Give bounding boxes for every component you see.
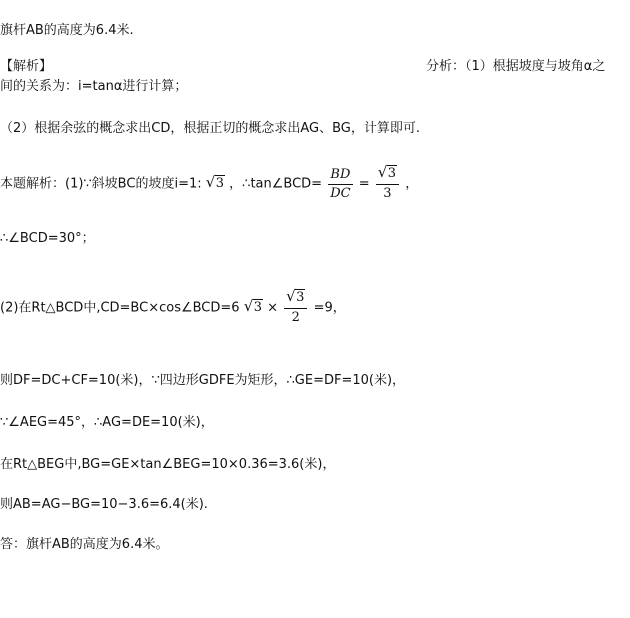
fraction-denominator: DC bbox=[330, 185, 351, 201]
solution-step3 bbox=[0, 288, 346, 329]
analysis-line3: （2）根据余弦的概念求出CD，根据正切的概念求出AG、BG，计算即可. bbox=[0, 121, 420, 136]
solution-step6: 在Rt△BEG中,BG=GE×tan∠BEG=10×0.36=3.6(米)， bbox=[0, 457, 336, 472]
fraction-sqrt3-3 bbox=[376, 165, 399, 203]
analysis-label-text: 分析：（1）根据坡度与坡角 bbox=[426, 59, 584, 74]
solution-step7: 则AB=AG−BG=10−3.6=6.4(米). bbox=[0, 497, 208, 512]
sqrt-radicand-c: 3 bbox=[253, 300, 262, 315]
fraction-sqrt3-2 bbox=[284, 289, 307, 327]
sqrt-3d: √ 3 bbox=[286, 287, 305, 306]
sqrt-radicand-b: 3 bbox=[387, 166, 397, 182]
analysis-suffix: 之 bbox=[592, 59, 606, 74]
sqrt-3b: √ 3 bbox=[377, 163, 397, 182]
step1-mid: ，∴tan∠BCD= bbox=[229, 176, 323, 192]
fraction-bd-dc bbox=[328, 166, 352, 203]
analysis-line2 bbox=[0, 78, 187, 96]
analysis-line2-a: 间的关系为：i=tan bbox=[0, 79, 114, 94]
sqrt-3c: √ 3 bbox=[243, 297, 262, 315]
step3-prefix: (2)在Rt△BCD中,CD=BC×cos∠BCD=6 bbox=[0, 300, 240, 316]
step1-prefix: 本题解析：(1)∵斜坡BC的坡度i=1: bbox=[0, 176, 202, 192]
step1-end: ， bbox=[405, 176, 419, 192]
jiexi-header: 【解析】 bbox=[0, 59, 53, 74]
times-sign: × bbox=[267, 300, 279, 316]
step3-end: =9， bbox=[313, 300, 346, 316]
analysis-label bbox=[426, 58, 605, 76]
solution-step2: ∴∠BCD=30°； bbox=[0, 231, 95, 246]
fraction3-denominator: 2 bbox=[291, 309, 300, 325]
sqrt-3: √ 3 bbox=[205, 173, 225, 191]
alpha-symbol: α bbox=[583, 59, 593, 74]
sqrt-radicand-d: 3 bbox=[296, 290, 305, 306]
analysis-line2-b: 进行计算； bbox=[122, 79, 188, 94]
fraction3-numerator bbox=[284, 289, 307, 309]
fraction2-denominator: 3 bbox=[383, 185, 392, 201]
fraction2-numerator bbox=[376, 165, 399, 185]
equals-sign: = bbox=[358, 176, 370, 192]
solution-step1 bbox=[0, 164, 418, 205]
sqrt-radicand: 3 bbox=[215, 176, 225, 191]
answer-top: 旗杆AB的高度为6.4米. bbox=[0, 23, 134, 38]
solution-step5: ∵∠AEG=45°，∴AG=DE=10(米)， bbox=[0, 415, 214, 430]
solution-step4: 则DF=DC+CF=10(米)，∵四边形GDFE为矩形，∴GE=DF=10(米)， bbox=[0, 373, 406, 388]
alpha-symbol-2: α bbox=[113, 79, 123, 94]
final-answer: 答：旗杆AB的高度为6.4米。 bbox=[0, 537, 169, 552]
fraction-numerator: BD bbox=[328, 166, 352, 185]
